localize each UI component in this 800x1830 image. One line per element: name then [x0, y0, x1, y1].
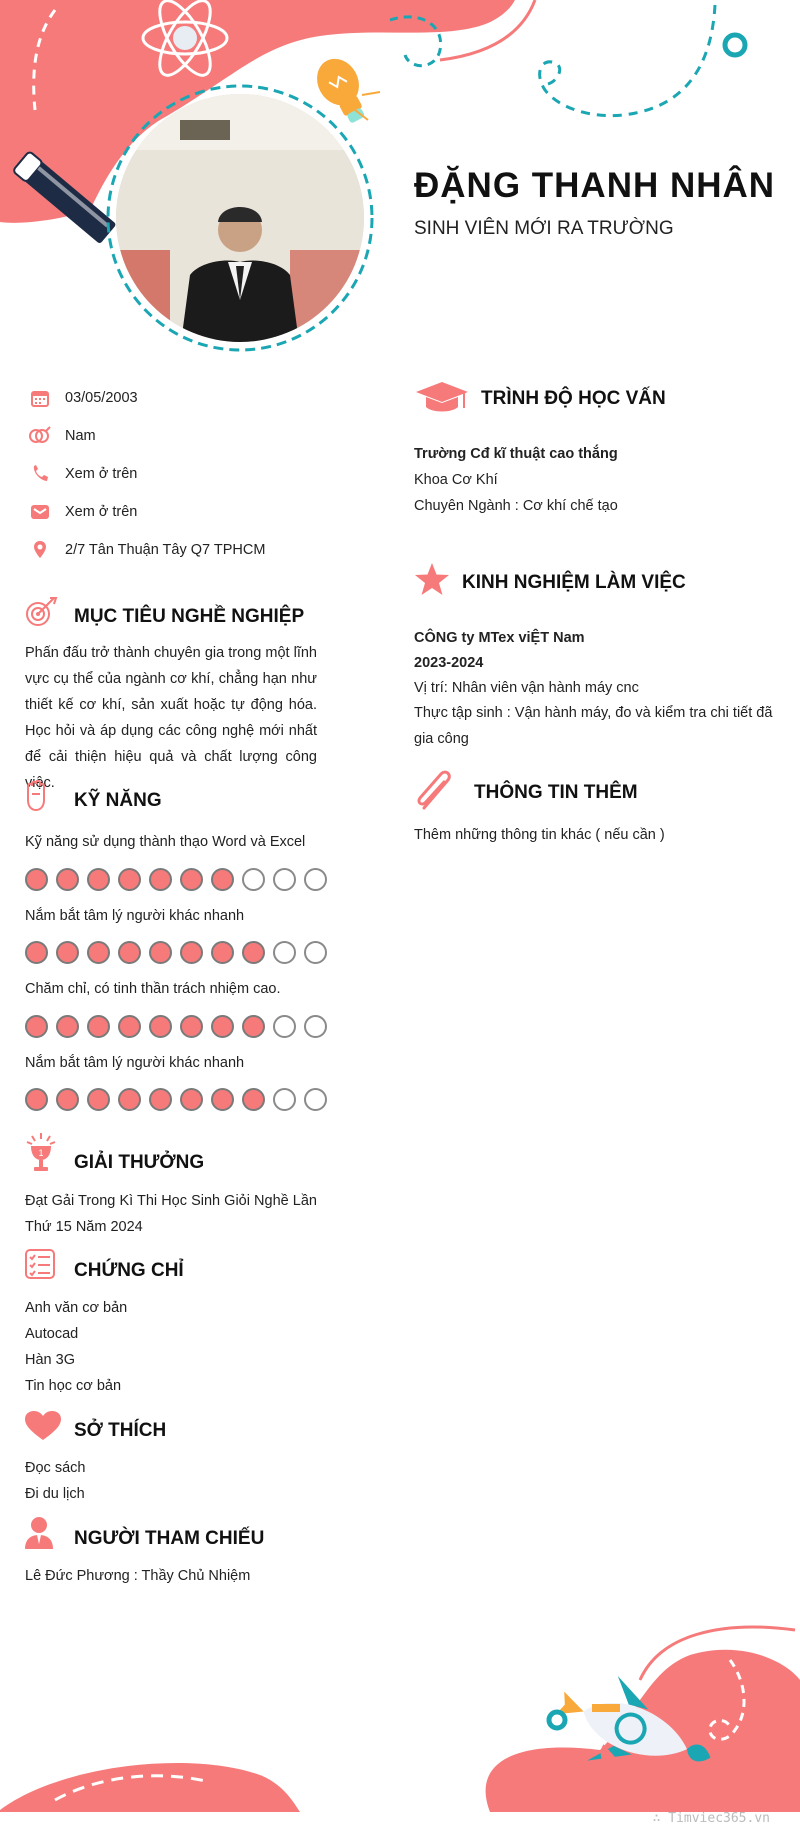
objective-text: Phấn đấu trở thành chuyên gia trong một lĩnh vực cụ thể của ngành cơ khí, chẳng hạn như thiết kế cơ khí, sản xuất hoặc tự động hóa. Học hỏi và áp dụng các công nghệ mới nhất để cải thiện hiệu quả và chất lượng công việc. [25, 645, 317, 791]
certificate-item: Hàn 3G [25, 1352, 75, 1368]
rating-dot-empty [242, 868, 265, 891]
candidate-name: ĐẶNG THANH NHÂN [414, 166, 776, 205]
rating-dot-filled [180, 1088, 203, 1111]
rating-dot-empty [304, 1088, 327, 1111]
rating-dot-filled [87, 941, 110, 964]
rating-dot-filled [56, 1088, 79, 1111]
target-icon [24, 596, 58, 633]
experience-company: CÔNG ty MTex viỆT Nam [414, 630, 585, 646]
rating-dot-filled [25, 941, 48, 964]
certificate-item: Anh văn cơ bản [25, 1300, 128, 1316]
rating-dot-filled [56, 941, 79, 964]
rating-dot-empty [273, 941, 296, 964]
checklist-icon [24, 1248, 56, 1285]
skill-name: Nắm bắt tâm lý người khác nhanh [25, 1055, 245, 1071]
info-address-text: 2/7 Tân Thuận Tây Q7 TPHCM [65, 542, 266, 558]
rating-dot-filled [56, 868, 79, 891]
rating-dot-empty [273, 1088, 296, 1111]
extra-title: THÔNG TIN THÊM [474, 782, 638, 803]
education-title: TRÌNH ĐỘ HỌC VẤN [481, 388, 666, 409]
rating-dot-empty [304, 941, 327, 964]
awards-text: Đạt Gải Trong Kì Thi Học Sinh Giỏi Nghề Lần Thứ 15 Năm 2024 [25, 1193, 317, 1235]
rating-dot-filled [149, 868, 172, 891]
awards-title: GIẢI THƯỞNG [74, 1152, 205, 1173]
skill-rating [25, 868, 327, 891]
skills-title: KỸ NĂNG [74, 790, 162, 811]
references-title: NGƯỜI THAM CHIẾU [74, 1528, 265, 1549]
rating-dot-filled [87, 868, 110, 891]
rating-dot-filled [180, 941, 203, 964]
info-phone [28, 462, 138, 486]
location-pin-icon [28, 538, 52, 562]
rating-dot-filled [149, 1088, 172, 1111]
rating-dot-filled [211, 1015, 234, 1038]
rating-dot-filled [118, 941, 141, 964]
extra-text: Thêm những thông tin khác ( nếu cần ) [414, 827, 665, 843]
hobbies-title: SỞ THÍCH [74, 1420, 167, 1441]
rating-dot-filled [87, 1015, 110, 1038]
rating-dot-empty [304, 868, 327, 891]
rating-dot-filled [211, 868, 234, 891]
rating-dot-filled [211, 941, 234, 964]
certificate-item: Autocad [25, 1326, 79, 1342]
paperclip-icon [414, 770, 458, 819]
info-birthdate-text: 03/05/2003 [65, 390, 138, 406]
gender-icon [28, 424, 52, 448]
star-icon [414, 562, 450, 601]
rating-dot-empty [273, 868, 296, 891]
phone-icon [28, 462, 52, 486]
avatar [110, 90, 370, 350]
rating-dot-filled [180, 868, 203, 891]
rating-dot-filled [25, 1015, 48, 1038]
skill-rating [25, 1088, 327, 1111]
rating-dot-filled [87, 1088, 110, 1111]
candidate-role: SINH VIÊN MỚI RA TRƯỜNG [414, 218, 674, 239]
rating-dot-filled [118, 868, 141, 891]
heart-icon [24, 1410, 62, 1447]
rating-dot-filled [242, 1015, 265, 1038]
rating-dot-filled [242, 1088, 265, 1111]
rating-dot-filled [180, 1015, 203, 1038]
experience-description: Thực tập sinh : Vận hành máy, đo và kiểm tra chi tiết đã gia công [414, 705, 773, 747]
svg-text:1: 1 [38, 1148, 44, 1158]
info-gender [28, 424, 96, 448]
experience-period: 2023-2024 [414, 655, 484, 671]
watermark: ∴ Timviec365.vn [652, 1811, 770, 1826]
info-address [28, 538, 266, 562]
hobby-item: Đọc sách [25, 1460, 86, 1476]
skill-name: Chăm chỉ, có tinh thần trách nhiệm cao. [25, 981, 281, 997]
rating-dot-filled [118, 1088, 141, 1111]
graduation-cap-icon [414, 380, 470, 421]
info-birthdate [28, 386, 138, 410]
skill-rating [25, 941, 327, 964]
email-icon [28, 500, 52, 524]
hand-icon [24, 780, 48, 817]
reference-text: Lê Đức Phương : Thầy Chủ Nhiệm [25, 1568, 251, 1584]
certificates-title: CHỨNG CHỈ [74, 1260, 184, 1281]
rating-dot-empty [273, 1015, 296, 1038]
rating-dot-filled [25, 1088, 48, 1111]
rating-dot-empty [304, 1015, 327, 1038]
trophy-icon [24, 1132, 58, 1179]
objective-title: MỤC TIÊU NGHỀ NGHIỆP [74, 606, 305, 627]
skill-name: Kỹ năng sử dụng thành thạo Word và Excel [25, 834, 306, 850]
info-gender-text: Nam [65, 428, 96, 444]
info-email-text: Xem ở trên [65, 504, 138, 520]
footer-decoration [0, 1600, 800, 1830]
certificate-item: Tin học cơ bản [25, 1378, 122, 1394]
education-faculty: Khoa Cơ Khí [414, 472, 498, 488]
info-email [28, 500, 138, 524]
calendar-icon [28, 386, 52, 410]
hobby-item: Đi du lịch [25, 1486, 85, 1502]
education-major: Chuyên Ngành : Cơ khí chế tạo [414, 498, 618, 514]
skill-name: Nắm bắt tâm lý người khác nhanh [25, 908, 245, 924]
rating-dot-filled [149, 1015, 172, 1038]
education-school: Trường Cđ kĩ thuật cao thắng [414, 446, 618, 462]
experience-position: Vị trí: Nhân viên vận hành máy cnc [414, 680, 639, 696]
rating-dot-filled [56, 1015, 79, 1038]
rating-dot-filled [211, 1088, 234, 1111]
skill-rating [25, 1015, 327, 1038]
rating-dot-filled [242, 941, 265, 964]
rating-dot-filled [25, 868, 48, 891]
rating-dot-filled [149, 941, 172, 964]
info-phone-text: Xem ở trên [65, 466, 138, 482]
experience-title: KINH NGHIỆM LÀM VIỆC [462, 572, 686, 593]
person-icon [24, 1516, 54, 1555]
rating-dot-filled [118, 1015, 141, 1038]
